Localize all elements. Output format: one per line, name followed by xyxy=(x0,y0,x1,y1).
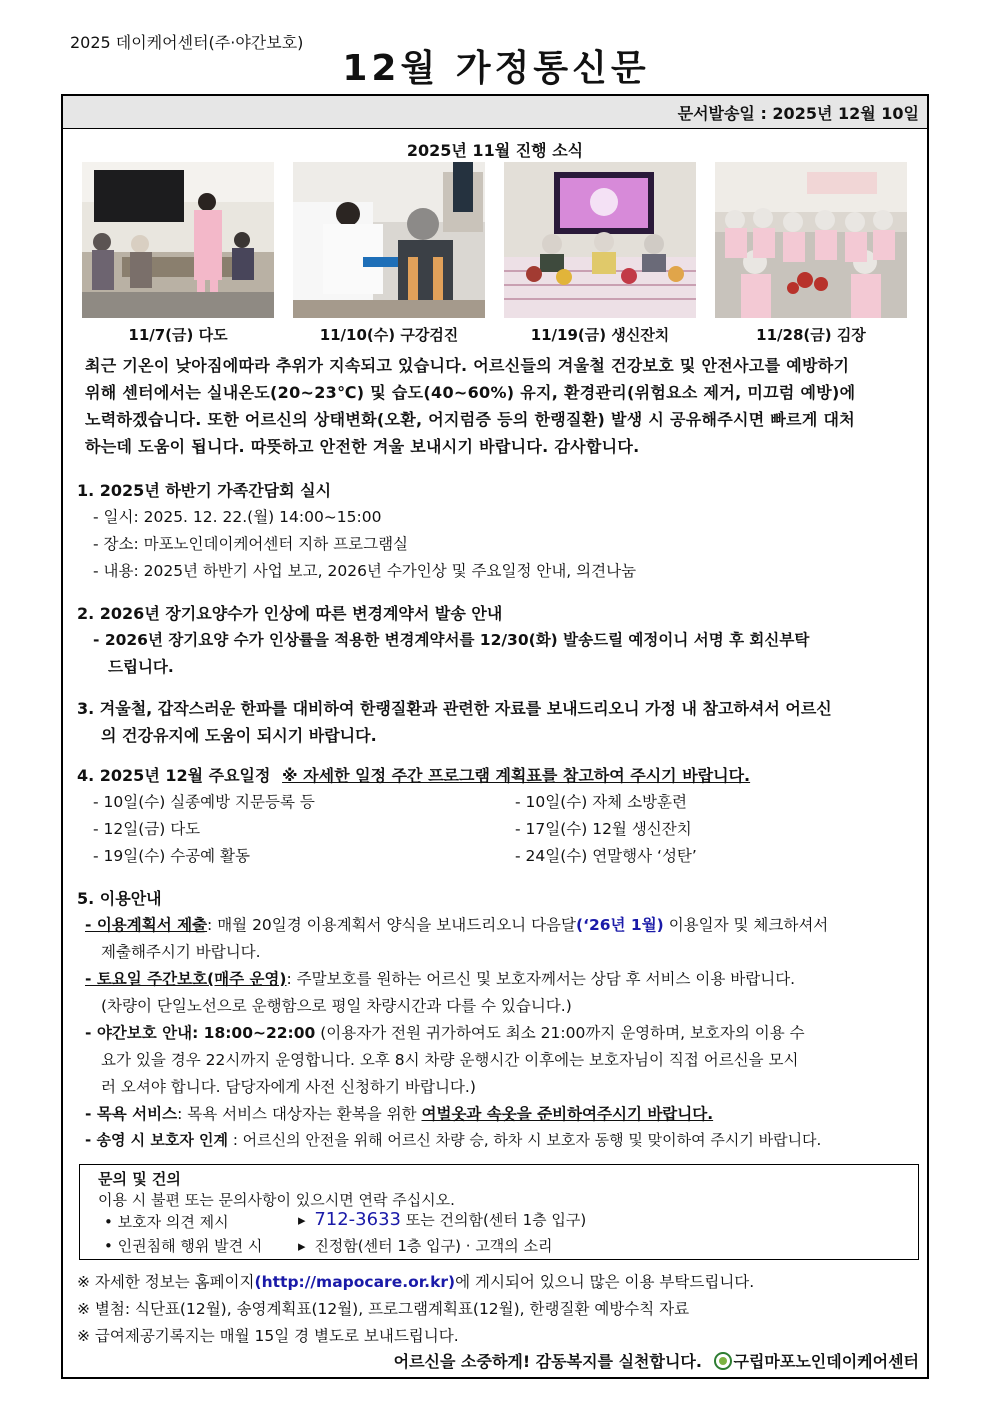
section-1-date: - 일시: 2025. 12. 22.(월) 14:00~15:00 xyxy=(93,508,382,526)
page-title: 12월 가정통신문 xyxy=(342,48,650,89)
schedule-left-item: - 19일(수) 수공예 활동 xyxy=(93,847,251,865)
contact-row2: ▸ 진정함(센터 1층 입구) · 고객의 소리 xyxy=(298,1237,553,1255)
center-logo-icon xyxy=(714,1352,732,1370)
section-2-line1: - 2026년 장기요양 수가 인상률을 적용한 변경계약서를 12/30(화) 발송드릴 예정이니 서명 후 회신부탁 xyxy=(93,631,810,649)
schedule-right-item: - 24일(수) 연말행사 ‘성탄’ xyxy=(515,847,697,865)
plan-submission: - 이용계획서 제출: 매월 20일경 이용계획서 양식을 보내드리오니 다음달(‘26년 1월) 이용일자 및 체크하셔서 xyxy=(85,916,829,934)
schedule-right-item: - 10일(수) 자체 소방훈련 xyxy=(515,793,687,811)
footer-note-attachments: ※ 별첨: 식단표(12월), 송영계획표(12월), 프로그램계획표(12월), 한랭질환 예방수칙 자료 xyxy=(77,1300,690,1318)
schedule-right-item: - 17일(수) 12월 생신잔치 xyxy=(515,820,692,838)
section-1-place: - 장소: 마포노인데이케어센터 지하 프로그램실 xyxy=(93,535,409,553)
pickup-handover: - 송영 시 보호자 인계 : 어르신의 안전을 위해 어르신 차량 승, 하차 시 보호자 동행 및 맞이하여 주시기 바랍니다. xyxy=(85,1131,822,1149)
photo-caption: 11/10(수) 구강검진 xyxy=(319,326,459,344)
contact-box xyxy=(79,1164,919,1260)
contact-desc: 이용 시 불편 또는 문의사항이 있으시면 연락 주십시오. xyxy=(98,1191,455,1209)
contact-row1-label: • 보호자 의견 제시 xyxy=(104,1213,229,1231)
schedule-left-item: - 12일(금) 다도 xyxy=(93,820,201,838)
section-3-line1: 3. 겨울철, 갑작스러운 한파를 대비하여 한랭질환과 관련한 자료를 보내드리오니 가정 내 참고하셔서 어르신 xyxy=(77,699,832,718)
center-name: 구립마포노인데이케어센터 xyxy=(733,1352,919,1371)
saturday-care-line2: (차량이 단일노선으로 운행함으로 평일 차량시간과 다를 수 있습니다.) xyxy=(101,997,572,1015)
photo-caption: 11/28(금) 김장 xyxy=(756,326,866,344)
night-care-line3: 러 오셔야 합니다. 담당자에게 사전 신청하기 바랍니다.) xyxy=(101,1078,476,1096)
bath-service: - 목욕 서비스: 목욕 서비스 대상자는 환복을 위한 여벌옷과 속옷을 준비하여주시기 바랍니다. xyxy=(85,1105,714,1123)
photo-kimjang xyxy=(715,162,907,318)
section-4-title: 4. 2025년 12월 주요일정 xyxy=(77,766,271,785)
arrow-icon: ▸ xyxy=(298,1211,306,1229)
contact-row2-label: • 인권침해 행위 발견 시 xyxy=(104,1237,263,1255)
photo-dental-checkup xyxy=(293,162,485,318)
section-2-title: 2. 2026년 장기요양수가 인상에 따른 변경계약서 발송 안내 xyxy=(77,604,503,623)
issue-date-bar xyxy=(63,96,927,129)
section-1-content: - 내용: 2025년 하반기 사업 보고, 2026년 수가인상 및 주요일정 안내, 의견나눔 xyxy=(93,562,637,580)
org-name: 2025 데이케어센터(주·야간보호) xyxy=(70,33,304,52)
night-care-line2: 요가 있을 경우 22시까지 운영합니다. 오후 8시 차량 운행시간 이후에는 보호자님이 직접 어르신을 모시 xyxy=(101,1051,799,1069)
contact-row1: ▸ 712-3633 또는 건의함(센터 1층 입구) xyxy=(298,1209,587,1230)
schedule-left-item: - 10일(수) 실종예방 지문등록 등 xyxy=(93,793,315,811)
contact-phone[interactable]: 712-3633 xyxy=(314,1209,401,1230)
photo-tea-ceremony xyxy=(82,162,274,318)
saturday-care: - 토요일 주간보호(매주 운영): 주말보호를 원하는 어르신 및 보호자께서는 상담 후 서비스 이용 바랍니다. xyxy=(85,970,796,988)
intro-paragraph: 최근 기온이 낮아짐에따라 추위가 지속되고 있습니다. 어르신들의 겨울철 건강보호 및 안전사고를 예방하기 위해 센터에서는 실내온도(20~23℃) 및 습도(40~60%) 유지, 환경관리(위험요소 제거, 미끄럼 예방)에 노력하겠습니다. 또한 어르신의 상태변화(오환, 어지럼증 등의 한랭질환) 발생 시 공유해주시면 빠르게 대처 하는데 도움이 됩니다. 따뜻하고 안전한 겨울 보내시기 바랍니다. 감사합니다. xyxy=(85,356,856,456)
section-2-line2: 드립니다. xyxy=(108,658,174,676)
footer-note-records: ※ 급여제공기록지는 매월 15일 경 별도로 보내드립니다. xyxy=(77,1327,459,1345)
plan-submission-line2: 제출해주시기 바랍니다. xyxy=(101,943,261,961)
slogan: 어르신을 소중하게! 감동복지를 실천합니다. 구립마포노인데이케어센터 xyxy=(393,1352,919,1371)
photo-caption: 11/7(금) 다도 xyxy=(128,326,228,344)
section-5-title: 5. 이용안내 xyxy=(77,889,162,908)
section-1-title: 1. 2025년 하반기 가족간담회 실시 xyxy=(77,481,332,500)
footer-note-website: ※ 자세한 정보는 홈페이지(http://mapocare.or.kr)에 게시되어 있으니 많은 이용 부탁드립니다. xyxy=(77,1273,755,1291)
arrow-icon: ▸ xyxy=(298,1237,306,1255)
issue-date: 문서발송일 : 2025년 12월 10일 xyxy=(677,104,919,123)
contact-title: 문의 및 건의 xyxy=(98,1170,181,1188)
section-3-line2: 의 건강유지에 도움이 되시기 바랍니다. xyxy=(101,726,377,745)
homepage-link[interactable]: (http://mapocare.or.kr) xyxy=(254,1273,456,1291)
newsletter-frame xyxy=(61,94,929,1379)
photo-birthday-party xyxy=(504,162,696,318)
section-4-note: ※ 자세한 일정 주간 프로그램 계획표를 참고하여 주시기 바랍니다. xyxy=(282,766,751,785)
photo-caption: 11/19(금) 생신잔치 xyxy=(530,326,670,344)
night-care: - 야간보호 안내: 18:00~22:00 (이용자가 전원 귀가하여도 최소 21:00까지 운영하며, 보호자의 이용 수 xyxy=(85,1024,805,1042)
news-heading: 2025년 11월 진행 소식 xyxy=(406,141,584,160)
section-4-heading xyxy=(77,763,750,786)
